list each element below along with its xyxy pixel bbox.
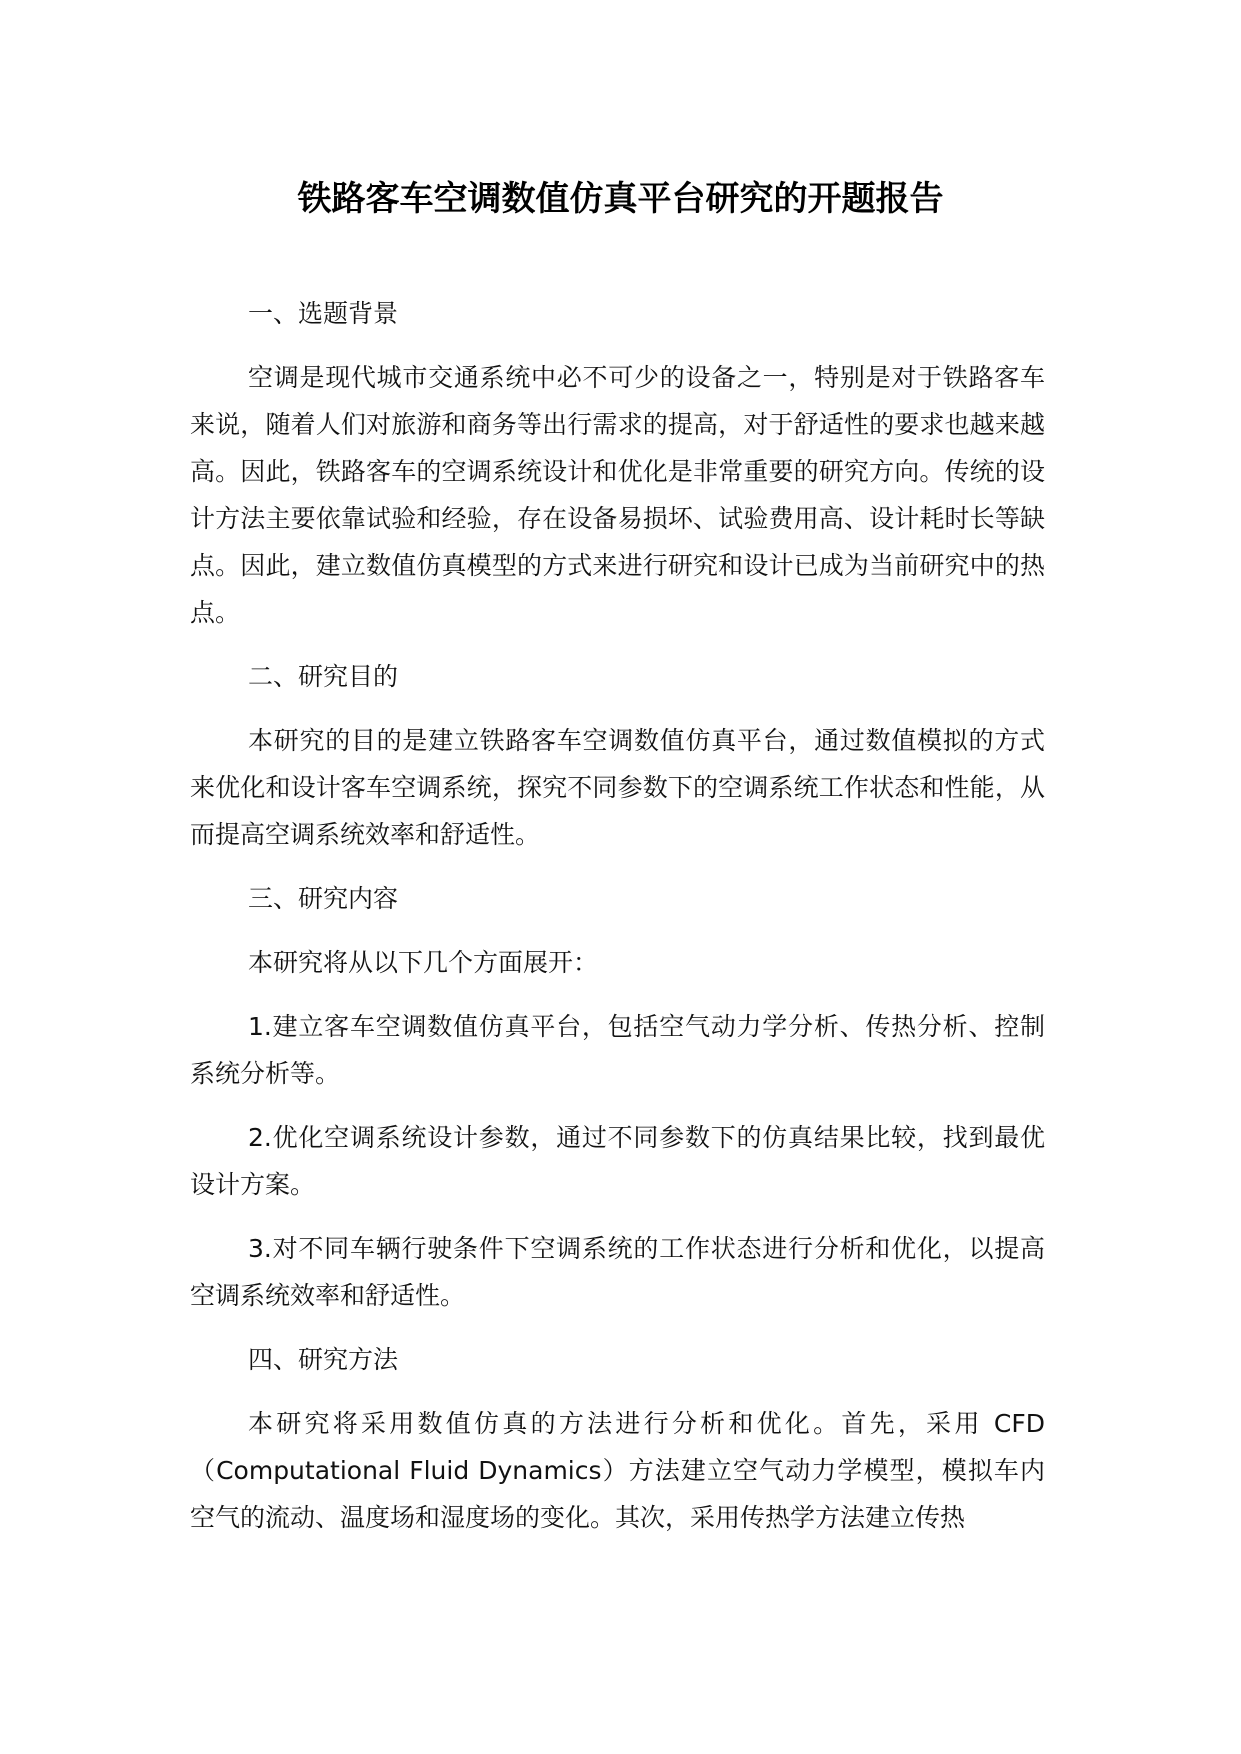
list-item: 2.优化空调系统设计参数，通过不同参数下的仿真结果比较，找到最优设计方案。 <box>190 1123 1045 1199</box>
paragraph: 本研究的目的是建立铁路客车空调数值仿真平台，通过数值模拟的方式来优化和设计客车空调系统，探究不同参数下的空调系统工作状态和性能，从而提高空调系统效率和舒适性。 <box>190 726 1045 849</box>
section-background <box>190 290 1045 636</box>
section-method <box>190 1336 1045 1541</box>
paragraph: 本研究将从以下几个方面展开： <box>248 948 599 977</box>
section-heading: 四、研究方法 <box>248 1345 399 1374</box>
list-item: 1.建立客车空调数值仿真平台，包括空气动力学分析、传热分析、控制系统分析等。 <box>190 1012 1045 1088</box>
section-purpose <box>190 653 1045 858</box>
section-heading: 三、研究内容 <box>248 884 399 913</box>
paragraph: 本研究将采用数值仿真的方法进行分析和优化。首先，采用 CFD（Computational Fluid Dynamics）方法建立空气动力学模型，模拟车内空气的流动、温度场和湿度场的变化。其次，采用传热学方法建立传热 <box>190 1409 1045 1532</box>
paragraph: 空调是现代城市交通系统中必不可少的设备之一，特别是对于铁路客车来说，随着人们对旅游和商务等出行需求的提高，对于舒适性的要求也越来越高。因此，铁路客车的空调系统设计和优化是非常重要的研究方向。传统的设计方法主要依靠试验和经验，存在设备易损坏、试验费用高、设计耗时长等缺点。因此，建立数值仿真模型的方式来进行研究和设计已成为当前研究中的热点。 <box>190 363 1045 627</box>
document-title: 铁路客车空调数值仿真平台研究的开题报告 <box>297 179 944 219</box>
section-content <box>190 875 1045 1319</box>
section-heading: 一、选题背景 <box>248 299 399 328</box>
document-body <box>190 290 1045 1558</box>
list-item: 3.对不同车辆行驶条件下空调系统的工作状态进行分析和优化，以提高空调系统效率和舒适性。 <box>190 1234 1045 1310</box>
section-heading: 二、研究目的 <box>248 662 399 691</box>
